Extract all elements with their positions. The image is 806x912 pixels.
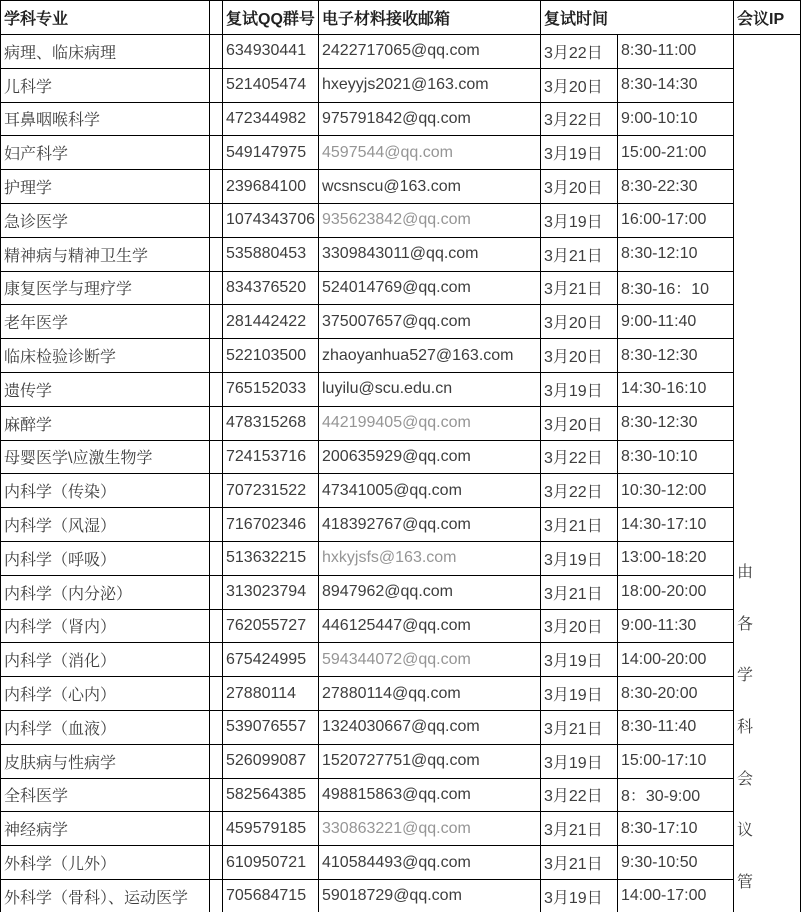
review-time-cell: 15:00-21:00	[618, 136, 734, 170]
spacer-cell	[210, 271, 223, 305]
spacer-cell	[210, 474, 223, 508]
header-row	[1, 1, 801, 35]
email-cell: 200635929@qq.com	[319, 440, 541, 474]
review-time-cell: 8:30-11:40	[618, 710, 734, 744]
email-cell: 410584493@qq.com	[319, 846, 541, 880]
review-time-cell: 15:00-17:10	[618, 744, 734, 778]
table-row	[1, 440, 801, 474]
table-row	[1, 372, 801, 406]
review-time-cell: 14:30-17:10	[618, 508, 734, 542]
email-cell: 59018729@qq.com	[319, 879, 541, 912]
meeting-ip-cell	[734, 35, 801, 912]
review-date-cell: 3月20日	[541, 68, 618, 102]
spacer-cell	[210, 68, 223, 102]
email-cell: 8947962@qq.com	[319, 575, 541, 609]
table-row	[1, 778, 801, 812]
review-time-cell: 9:00-11:40	[618, 305, 734, 339]
header-qq-group: 复试QQ群号	[223, 1, 319, 35]
review-time-cell: 8：30-9:00	[618, 778, 734, 812]
subject-cell: 内科学（传染）	[1, 474, 210, 508]
subject-cell: 母婴医学\应激生物学	[1, 440, 210, 474]
qq-group-cell: 478315268	[223, 406, 319, 440]
review-date-cell: 3月21日	[541, 237, 618, 271]
email-cell: 418392767@qq.com	[319, 508, 541, 542]
spacer-cell	[210, 609, 223, 643]
vertical-note-char: 科	[737, 719, 754, 737]
header-spacer	[210, 1, 223, 35]
review-time-cell: 14:00-17:00	[618, 879, 734, 912]
qq-group-cell: 459579185	[223, 812, 319, 846]
spacer-cell	[210, 136, 223, 170]
review-date-cell: 3月21日	[541, 575, 618, 609]
email-cell: 446125447@qq.com	[319, 609, 541, 643]
qq-group-cell: 522103500	[223, 339, 319, 373]
email-cell: 442199405@qq.com	[319, 406, 541, 440]
spacer-cell	[210, 440, 223, 474]
subject-cell: 内科学（风湿）	[1, 508, 210, 542]
review-date-cell: 3月20日	[541, 406, 618, 440]
table-row	[1, 744, 801, 778]
table-row	[1, 339, 801, 373]
spacer-cell	[210, 846, 223, 880]
spacer-cell	[210, 541, 223, 575]
review-time-cell: 18:00-20:00	[618, 575, 734, 609]
spacer-cell	[210, 879, 223, 912]
table-row	[1, 846, 801, 880]
table-row	[1, 474, 801, 508]
table-row	[1, 710, 801, 744]
qq-group-cell: 513632215	[223, 541, 319, 575]
table-row	[1, 812, 801, 846]
qq-group-cell: 313023794	[223, 575, 319, 609]
vertical-note-char: 议	[737, 822, 754, 840]
table-row	[1, 677, 801, 711]
qq-group-cell: 535880453	[223, 237, 319, 271]
review-time-cell: 8:30-14:30	[618, 68, 734, 102]
qq-group-cell: 281442422	[223, 305, 319, 339]
review-date-cell: 3月21日	[541, 271, 618, 305]
email-cell: zhaoyanhua527@163.com	[319, 339, 541, 373]
spacer-cell	[210, 35, 223, 69]
table-row	[1, 203, 801, 237]
spacer-cell	[210, 406, 223, 440]
email-cell: 524014769@qq.com	[319, 271, 541, 305]
vertical-note-char: 管	[737, 874, 754, 892]
table-row	[1, 541, 801, 575]
qq-group-cell: 610950721	[223, 846, 319, 880]
header-review-time: 复试时间	[541, 1, 734, 35]
review-date-cell: 3月19日	[541, 744, 618, 778]
review-date-cell: 3月22日	[541, 440, 618, 474]
review-date-cell: 3月21日	[541, 508, 618, 542]
table-row	[1, 271, 801, 305]
vertical-note	[734, 35, 800, 909]
table-row	[1, 575, 801, 609]
email-cell: 935623842@qq.com	[319, 203, 541, 237]
vertical-note-char: 各	[737, 615, 754, 633]
review-date-cell: 3月21日	[541, 812, 618, 846]
review-time-cell: 10:30-12:00	[618, 474, 734, 508]
spacer-cell	[210, 305, 223, 339]
review-time-cell: 9:30-10:50	[618, 846, 734, 880]
table-row	[1, 237, 801, 271]
subject-cell: 内科学（血液）	[1, 710, 210, 744]
qq-group-cell: 526099087	[223, 744, 319, 778]
review-date-cell: 3月19日	[541, 136, 618, 170]
review-date-cell: 3月21日	[541, 710, 618, 744]
spacer-cell	[210, 372, 223, 406]
subject-cell: 临床检验诊断学	[1, 339, 210, 373]
review-date-cell: 3月19日	[541, 203, 618, 237]
review-time-cell: 8:30-22:30	[618, 170, 734, 204]
email-cell: 1520727751@qq.com	[319, 744, 541, 778]
header-subject: 学科专业	[1, 1, 210, 35]
email-cell: 975791842@qq.com	[319, 102, 541, 136]
review-time-cell: 8:30-11:00	[618, 35, 734, 69]
review-time-cell: 14:00-20:00	[618, 643, 734, 677]
review-date-cell: 3月19日	[541, 541, 618, 575]
subject-cell: 内科学（内分泌）	[1, 575, 210, 609]
subject-cell: 内科学（肾内）	[1, 609, 210, 643]
spacer-cell	[210, 339, 223, 373]
spacer-cell	[210, 710, 223, 744]
table-row	[1, 508, 801, 542]
spacer-cell	[210, 203, 223, 237]
review-time-cell: 14:30-16:10	[618, 372, 734, 406]
spacer-cell	[210, 508, 223, 542]
review-time-cell: 8:30-12:10	[618, 237, 734, 271]
qq-group-cell: 1074343706	[223, 203, 319, 237]
header-meeting-ip: 会议IP	[734, 1, 801, 35]
table-row	[1, 68, 801, 102]
spacer-cell	[210, 170, 223, 204]
review-date-cell: 3月21日	[541, 846, 618, 880]
subject-cell: 老年医学	[1, 305, 210, 339]
email-cell: 594344072@qq.com	[319, 643, 541, 677]
table-row	[1, 406, 801, 440]
review-time-cell: 8:30-12:30	[618, 406, 734, 440]
subject-cell: 急诊医学	[1, 203, 210, 237]
qq-group-cell: 675424995	[223, 643, 319, 677]
qq-group-cell: 705684715	[223, 879, 319, 912]
table-row	[1, 305, 801, 339]
subject-cell: 护理学	[1, 170, 210, 204]
review-time-cell: 8:30-17:10	[618, 812, 734, 846]
subject-cell: 外科学（骨科）、运动医学	[1, 879, 210, 912]
qq-group-cell: 521405474	[223, 68, 319, 102]
review-time-cell: 8:30-20:00	[618, 677, 734, 711]
subject-cell: 内科学（消化）	[1, 643, 210, 677]
table-row	[1, 643, 801, 677]
qq-group-cell: 539076557	[223, 710, 319, 744]
qq-group-cell: 549147975	[223, 136, 319, 170]
qq-group-cell: 834376520	[223, 271, 319, 305]
spacer-cell	[210, 237, 223, 271]
subject-cell: 皮肤病与性病学	[1, 744, 210, 778]
email-cell: hxeyyjs2021@163.com	[319, 68, 541, 102]
qq-group-cell: 707231522	[223, 474, 319, 508]
review-date-cell: 3月19日	[541, 372, 618, 406]
subject-cell: 外科学（儿外）	[1, 846, 210, 880]
table-row	[1, 35, 801, 69]
qq-group-cell: 762055727	[223, 609, 319, 643]
table-row	[1, 609, 801, 643]
spacer-cell	[210, 102, 223, 136]
email-cell: 330863221@qq.com	[319, 812, 541, 846]
table-row	[1, 102, 801, 136]
subject-cell: 全科医学	[1, 778, 210, 812]
subject-cell: 内科学（呼吸）	[1, 541, 210, 575]
review-date-cell: 3月22日	[541, 35, 618, 69]
header-email: 电子材料接收邮箱	[319, 1, 541, 35]
review-date-cell: 3月19日	[541, 677, 618, 711]
subject-cell: 神经病学	[1, 812, 210, 846]
email-cell: 27880114@qq.com	[319, 677, 541, 711]
email-cell: 3309843011@qq.com	[319, 237, 541, 271]
spacer-cell	[210, 778, 223, 812]
table-row	[1, 136, 801, 170]
subject-cell: 病理、临床病理	[1, 35, 210, 69]
table-row	[1, 170, 801, 204]
review-time-cell: 16:00-17:00	[618, 203, 734, 237]
review-time-cell: 9:00-11:30	[618, 609, 734, 643]
qq-group-cell: 716702346	[223, 508, 319, 542]
email-cell: hxkyjsfs@163.com	[319, 541, 541, 575]
review-time-cell: 8:30-10:10	[618, 440, 734, 474]
email-cell: 498815863@qq.com	[319, 778, 541, 812]
review-date-cell: 3月20日	[541, 170, 618, 204]
review-time-cell: 13:00-18:20	[618, 541, 734, 575]
email-cell: 4597544@qq.com	[319, 136, 541, 170]
vertical-note-char: 会	[737, 770, 754, 788]
subject-cell: 康复医学与理疗学	[1, 271, 210, 305]
table-row	[1, 879, 801, 912]
email-cell: 375007657@qq.com	[319, 305, 541, 339]
qq-group-cell: 765152033	[223, 372, 319, 406]
review-date-cell: 3月22日	[541, 778, 618, 812]
qq-group-cell: 582564385	[223, 778, 319, 812]
subject-cell: 妇产科学	[1, 136, 210, 170]
review-time-cell: 9:00-10:10	[618, 102, 734, 136]
subject-cell: 儿科学	[1, 68, 210, 102]
qq-group-cell: 634930441	[223, 35, 319, 69]
subject-cell: 遗传学	[1, 372, 210, 406]
subject-cell: 耳鼻咽喉科学	[1, 102, 210, 136]
email-cell: wcsnscu@163.com	[319, 170, 541, 204]
review-date-cell: 3月20日	[541, 609, 618, 643]
review-time-cell: 8:30-12:30	[618, 339, 734, 373]
email-cell: 47341005@qq.com	[319, 474, 541, 508]
qq-group-cell: 239684100	[223, 170, 319, 204]
review-date-cell: 3月22日	[541, 102, 618, 136]
spacer-cell	[210, 812, 223, 846]
review-time-cell: 8:30-16：10	[618, 271, 734, 305]
qq-group-cell: 472344982	[223, 102, 319, 136]
subject-cell: 精神病与精神卫生学	[1, 237, 210, 271]
email-cell: 1324030667@qq.com	[319, 710, 541, 744]
spacer-cell	[210, 744, 223, 778]
review-date-cell: 3月22日	[541, 474, 618, 508]
subject-cell: 内科学（心内）	[1, 677, 210, 711]
vertical-note-char: 学	[737, 667, 754, 685]
spacer-cell	[210, 677, 223, 711]
review-date-cell: 3月19日	[541, 643, 618, 677]
review-date-cell: 3月20日	[541, 339, 618, 373]
review-date-cell: 3月20日	[541, 305, 618, 339]
spacer-cell	[210, 643, 223, 677]
email-cell: 2422717065@qq.com	[319, 35, 541, 69]
email-cell: luyilu@scu.edu.cn	[319, 372, 541, 406]
spacer-cell	[210, 575, 223, 609]
qq-group-cell: 724153716	[223, 440, 319, 474]
qq-group-cell: 27880114	[223, 677, 319, 711]
subject-cell: 麻醉学	[1, 406, 210, 440]
vertical-note-char: 由	[737, 564, 754, 581]
review-date-cell: 3月19日	[541, 879, 618, 912]
table-body	[1, 35, 801, 912]
